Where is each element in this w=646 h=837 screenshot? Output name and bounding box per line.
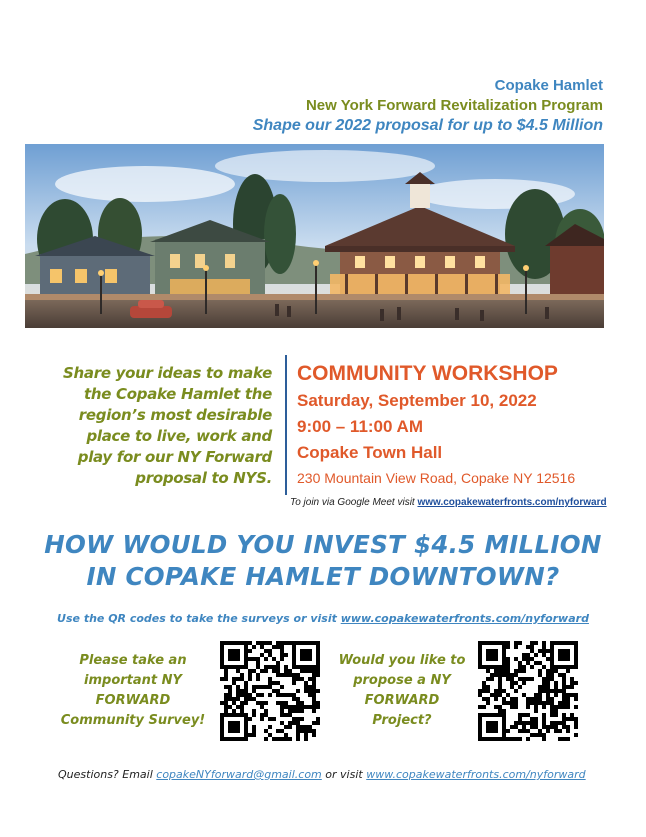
qr-instructions-text: Use the QR codes to take the surveys or visit <box>57 612 341 625</box>
survey-line: Please take an <box>79 653 187 668</box>
workshop-details <box>297 360 575 490</box>
workshop-title: COMMUNITY WORKSHOP <box>297 362 558 385</box>
intro-line: region’s most desirable <box>78 406 272 424</box>
hero-illustration <box>25 144 604 328</box>
qr-instructions <box>0 612 646 625</box>
intro-text <box>60 363 272 489</box>
workshop-address: 230 Mountain View Road, Copake NY 12516 <box>297 470 576 486</box>
header-program: New York Forward Revitalization Program <box>305 97 603 114</box>
workshop-time: 9:00 – 11:00 AM <box>297 417 423 436</box>
propose-line: propose a NY <box>353 673 451 688</box>
downtown-rendering-image <box>25 144 604 328</box>
join-link[interactable]: www.copakewaterfronts.com/nyforward <box>417 497 607 508</box>
qr-code-icon <box>220 641 320 741</box>
project-prompt <box>332 651 472 731</box>
vertical-divider <box>285 355 287 495</box>
survey-line: important NY <box>84 673 182 688</box>
workshop-venue: Copake Town Hall <box>297 443 443 462</box>
header-hamlet: Copake Hamlet <box>494 77 603 94</box>
footer-text-1: Questions? Email <box>58 768 157 781</box>
footer-website-link[interactable]: www.copakewaterfronts.com/nyforward <box>366 768 586 781</box>
invest-question <box>0 529 646 593</box>
flyer-header <box>253 76 603 136</box>
footer-text-2: or visit <box>321 768 367 781</box>
workshop-date: Saturday, September 10, 2022 <box>297 391 537 410</box>
survey-qr-code[interactable] <box>220 641 320 741</box>
qr-instructions-link[interactable]: www.copakewaterfronts.com/nyforward <box>340 612 589 625</box>
propose-line: Would you like to <box>338 653 466 668</box>
intro-line: place to live, work and <box>86 427 272 445</box>
intro-line: Share your ideas to make <box>63 364 272 382</box>
survey-line: Community Survey! <box>60 713 206 728</box>
contact-email-link[interactable]: copakeNYforward@gmail.com <box>156 768 322 781</box>
question-line-1: HOW WOULD YOU INVEST $4.5 MILLION <box>44 530 602 559</box>
google-meet-info <box>290 497 607 508</box>
propose-line: FORWARD <box>364 693 440 708</box>
intro-line: the Copake Hamlet the <box>84 385 272 403</box>
header-proposal: Shape our 2022 proposal for up to $4.5 Million <box>252 117 603 134</box>
survey-prompt <box>58 651 208 731</box>
join-text: To join via Google Meet visit <box>290 497 418 508</box>
contact-footer <box>58 768 586 781</box>
survey-line: FORWARD <box>95 693 171 708</box>
question-line-2: IN COPAKE HAMLET DOWNTOWN? <box>86 562 560 591</box>
project-qr-code[interactable] <box>478 641 578 741</box>
qr-code-icon <box>478 641 578 741</box>
intro-line: proposal to NYS. <box>135 469 272 487</box>
propose-line: Project? <box>372 713 432 728</box>
intro-line: play for our NY Forward <box>77 448 272 466</box>
